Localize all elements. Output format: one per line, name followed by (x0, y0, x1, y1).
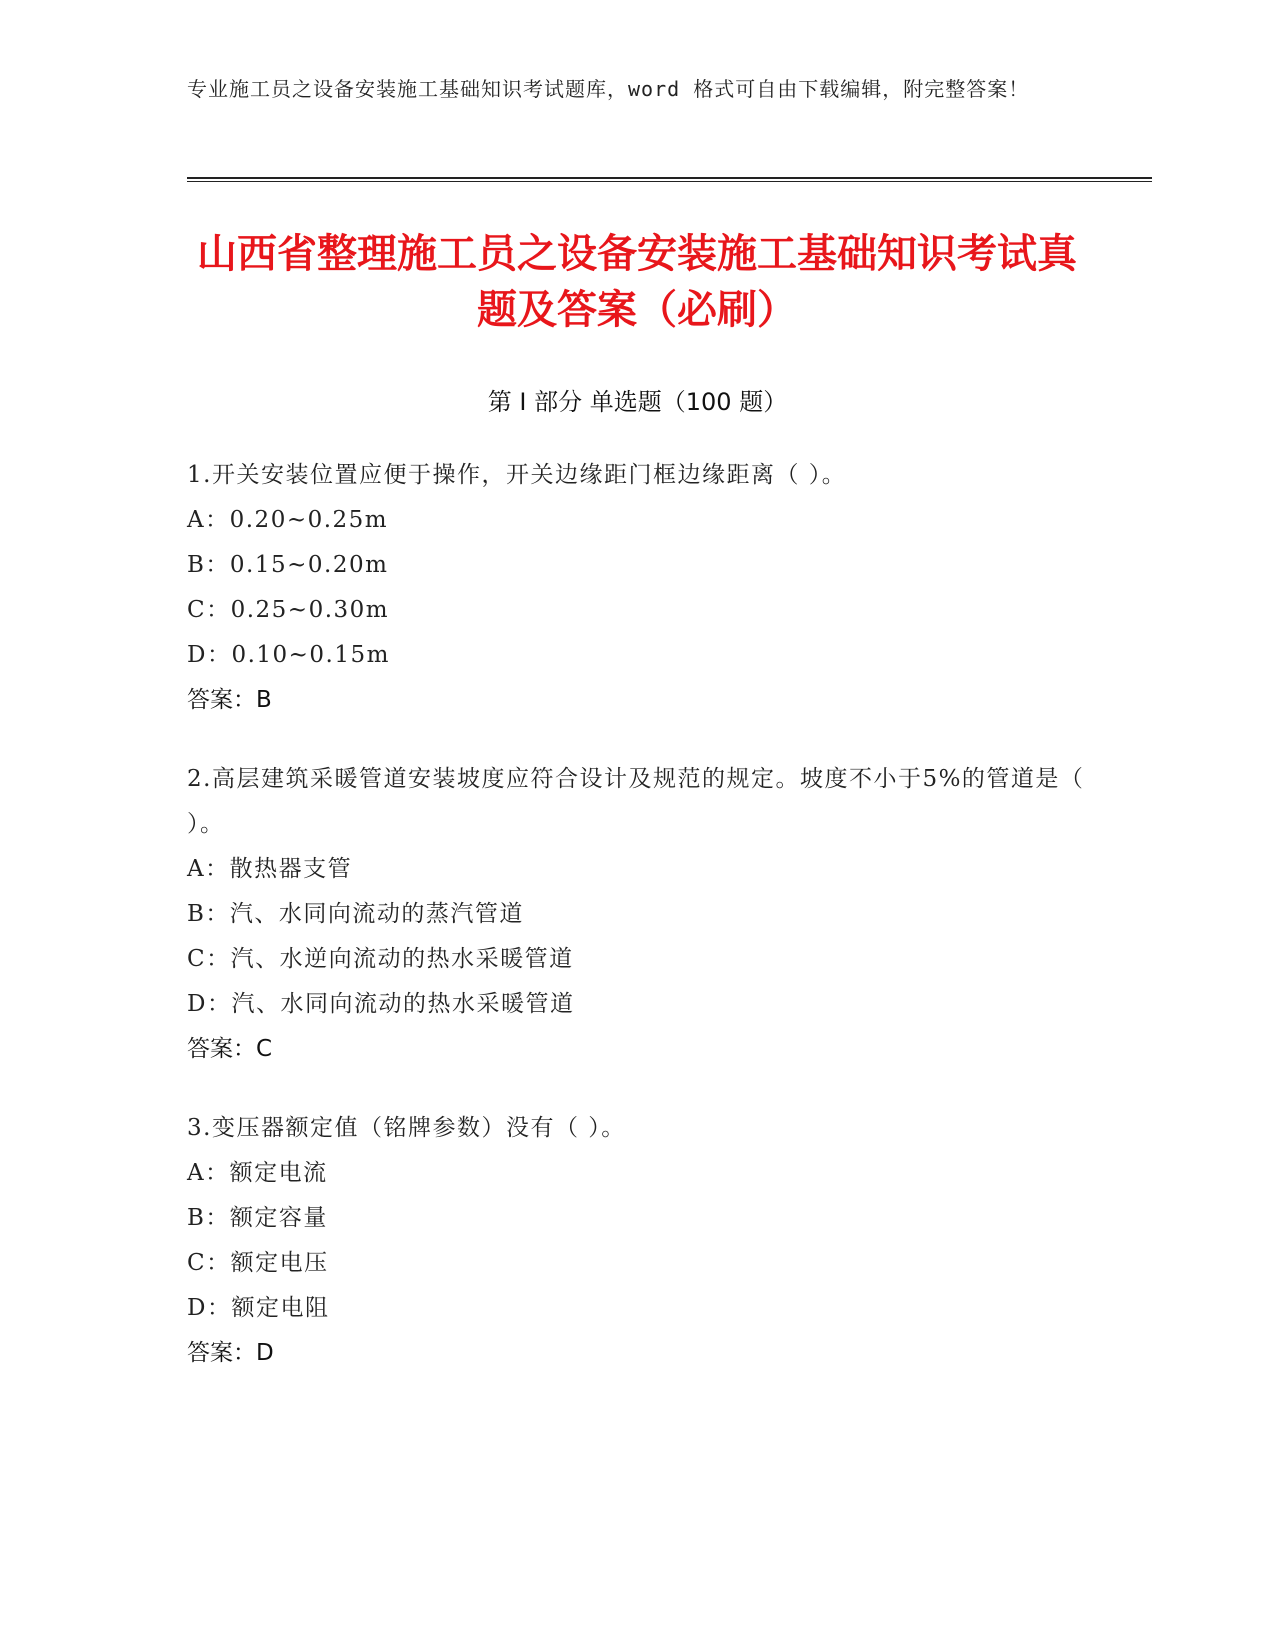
option-c: C：汽、水逆向流动的热水采暖管道 (187, 946, 574, 972)
question-2 (187, 757, 1087, 1072)
document-title: 山西省整理施工员之设备安装施工基础知识考试真题及答案（必刷） (197, 231, 1077, 333)
question-1 (187, 453, 1087, 723)
answer: 答案：B (187, 687, 272, 713)
header-note: 专业施工员之设备安装施工基础知识考试题库，word 格式可自由下载编辑，附完整答案！ (187, 77, 1030, 101)
header-divider (187, 177, 1152, 182)
question-stem: 3.变压器额定值（铭牌参数）没有（ ）。 (187, 1115, 626, 1141)
option-c: C：0.25~0.30m (187, 597, 390, 623)
question-stem: 1.开关安装位置应便于操作，开关边缘距门框边缘距离（ ）。 (187, 462, 847, 488)
option-d: D：汽、水同向流动的热水采暖管道 (187, 991, 575, 1017)
option-a: A：散热器支管 (187, 856, 353, 882)
option-d: D：0.10~0.15m (187, 642, 390, 668)
option-c: C：额定电压 (187, 1250, 329, 1276)
option-d: D：额定电阻 (187, 1295, 330, 1321)
option-a: A：额定电流 (187, 1160, 328, 1186)
section-heading: 第 I 部分 单选题（100 题） (487, 388, 788, 416)
question-stem: 2.高层建筑采暖管道安装坡度应符合设计及规范的规定。坡度不小于5%的管道是（ ）。 (187, 766, 1085, 837)
option-b: B：汽、水同向流动的蒸汽管道 (187, 901, 524, 927)
option-a: A：0.20~0.25m (187, 507, 389, 533)
answer: 答案：C (187, 1036, 273, 1062)
question-3 (187, 1106, 1087, 1376)
option-b: B：额定容量 (187, 1205, 328, 1231)
answer: 答案：D (187, 1340, 274, 1366)
option-b: B：0.15~0.20m (187, 552, 389, 578)
